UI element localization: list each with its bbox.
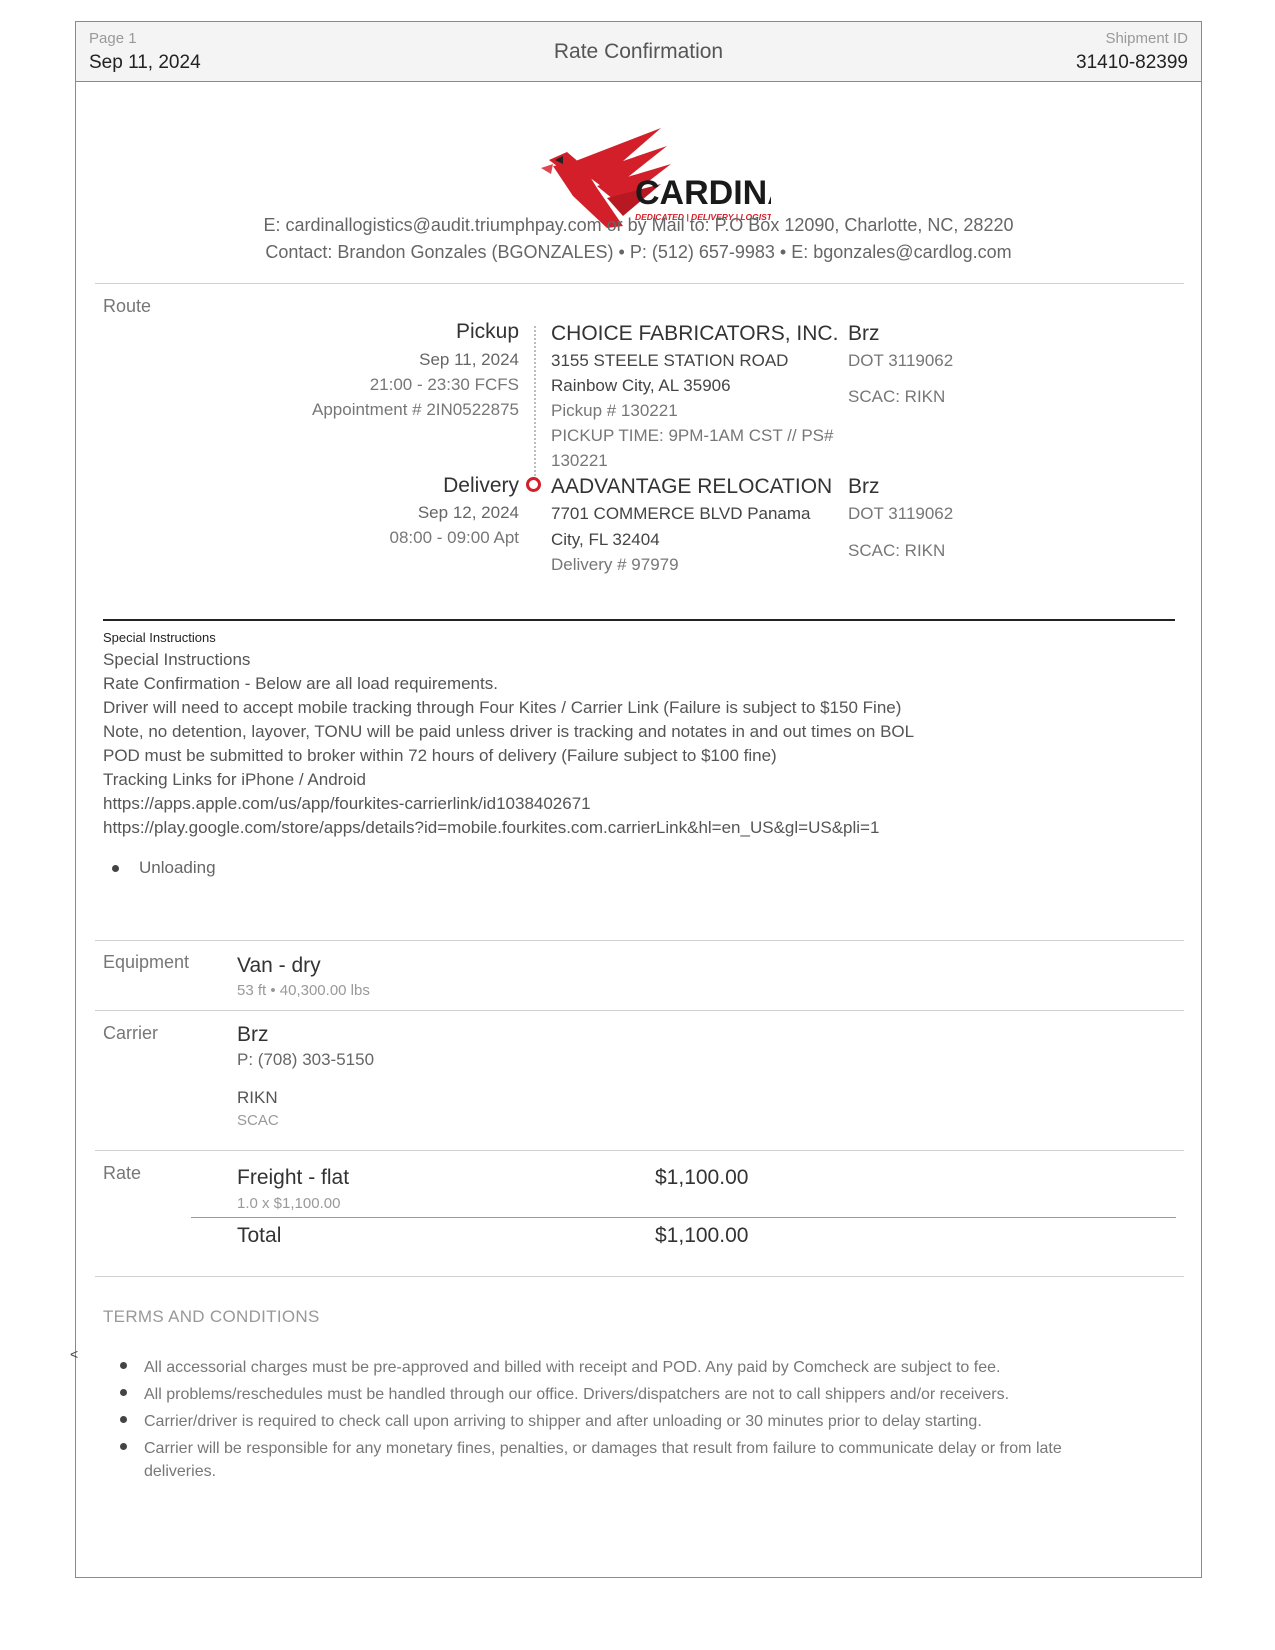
shipment-id-label: Shipment ID <box>1105 30 1188 47</box>
equipment-details: 53 ft • 40,300.00 lbs <box>237 982 370 999</box>
unloading-item: Unloading <box>139 858 216 877</box>
special-line: POD must be submitted to broker within 72 hours of delivery (Failure subject to $100 fine) <box>103 746 777 765</box>
term-item: Carrier will be responsible for any monetary fines, penalties, or damages that result from failure to communicate delay or from late <box>144 1440 1062 1457</box>
rate-subtotal-divider <box>191 1217 1176 1218</box>
equipment-label: Equipment <box>103 952 190 972</box>
delivery-carrier: Brz <box>848 475 880 498</box>
pickup-carrier: Brz <box>848 322 880 345</box>
delivery-dot: DOT 3119062 <box>848 504 954 523</box>
contact-line-person: Contact: Brandon Gonzales (BGONZALES) • P: (512) 657-9983 • E: bgonzales@cardlog.com <box>265 242 1012 262</box>
delivery-address2: City, FL 32404 <box>551 530 660 549</box>
pickup-note: PICKUP TIME: 9PM-1AM CST // PS# <box>551 426 834 445</box>
bullet-icon <box>120 1389 127 1396</box>
rate-item: Freight - flat <box>237 1166 350 1189</box>
bullet-icon <box>120 1416 127 1423</box>
stray-mark: < <box>70 1346 79 1362</box>
carrier-scac-label: SCAC <box>237 1112 279 1129</box>
shipment-id-value: 31410-82399 <box>1076 52 1188 73</box>
carrier-scac-value: RIKN <box>237 1088 278 1107</box>
apple-tracking-link[interactable]: https://apps.apple.com/us/app/fourkites-carrierlink/id1038402671 <box>103 794 591 813</box>
carrier-name: Brz <box>237 1023 269 1046</box>
pickup-time: 21:00 - 23:30 FCFS <box>369 375 519 394</box>
document-page <box>75 21 1202 1578</box>
terms-title: TERMS AND CONDITIONS <box>103 1307 320 1326</box>
rate-item-amount: $1,100.00 <box>655 1166 749 1189</box>
rate-label: Rate <box>103 1163 142 1183</box>
delivery-marker-icon <box>526 477 541 492</box>
route-label: Route <box>103 296 152 316</box>
bullet-icon <box>120 1443 127 1450</box>
term-item: All accessorial charges must be pre-approved and billed with receipt and POD. Any paid by Comcheck are subject to fee. <box>144 1359 1001 1376</box>
svg-text:DEDICATED | DELIVERY | LOGISTI: DEDICATED | DELIVERY | LOGIST <box>635 212 771 222</box>
delivery-title: Delivery <box>443 474 519 497</box>
divider <box>95 283 1184 284</box>
pickup-date: Sep 11, 2024 <box>419 350 519 369</box>
divider <box>95 1010 1184 1011</box>
pickup-scac: SCAC: RIKN <box>848 387 946 406</box>
page-label: Page 1 <box>89 30 137 47</box>
delivery-address1: 7701 COMMERCE BLVD Panama <box>551 504 811 523</box>
term-item-continued: deliveries. <box>144 1463 217 1480</box>
pickup-reference: Pickup # 130221 <box>551 401 678 420</box>
document-title: Rate Confirmation <box>553 40 724 63</box>
bullet-icon <box>120 1362 127 1369</box>
carrier-label: Carrier <box>103 1023 159 1043</box>
document-date: Sep 11, 2024 <box>89 52 201 73</box>
pickup-address1: 3155 STEELE STATION ROAD <box>551 351 789 370</box>
special-line: Special Instructions <box>103 650 251 669</box>
contact-line-email: E: cardinallogistics@audit.triumphpay.com or by Mail to: P.O Box 12090, Charlotte, NC, 28220 <box>263 215 1014 235</box>
delivery-date: Sep 12, 2024 <box>417 503 519 522</box>
pickup-title: Pickup <box>455 320 519 343</box>
delivery-reference: Delivery # 97979 <box>551 555 679 574</box>
pickup-appointment: Appointment # 2IN0522875 <box>312 400 519 419</box>
divider <box>95 940 1184 941</box>
pickup-address2: Rainbow City, AL 35906 <box>551 376 731 395</box>
rate-total-label: Total <box>237 1224 282 1247</box>
special-line: Rate Confirmation - Below are all load requirements. <box>103 674 498 693</box>
equipment-type: Van - dry <box>237 954 321 977</box>
special-line: Tracking Links for iPhone / Android <box>103 770 367 789</box>
pickup-company: CHOICE FABRICATORS, INC. <box>551 322 839 345</box>
term-item: All problems/reschedules must be handled through our office. Drivers/dispatchers are not to call shippers and/or receivers. <box>144 1386 1010 1403</box>
special-instructions-label: Special Instructions <box>103 630 216 645</box>
special-line: Driver will need to accept mobile tracking through Four Kites / Carrier Link (Failure is subject to $150 Fine) <box>103 698 902 717</box>
divider-dark <box>103 619 1175 621</box>
divider <box>95 1150 1184 1151</box>
route-connector <box>534 326 536 476</box>
pickup-note-cont: 130221 <box>551 451 608 470</box>
google-tracking-link[interactable]: https://play.google.com/store/apps/details?id=mobile.fourkites.com.carrierLink&hl=en_US&gl=US&pli=1 <box>103 818 880 837</box>
bullet-icon <box>112 865 119 872</box>
special-line: Note, no detention, layover, TONU will be paid unless driver is tracking and notates in and out times on BOL <box>103 722 915 741</box>
divider <box>95 1276 1184 1277</box>
carrier-phone: P: (708) 303-5150 <box>237 1050 375 1069</box>
pickup-dot: DOT 3119062 <box>848 351 954 370</box>
rate-item-detail: 1.0 x $1,100.00 <box>237 1195 341 1212</box>
delivery-company: AADVANTAGE RELOCATION <box>551 475 833 498</box>
document-header <box>76 22 1201 82</box>
svg-text:CARDINAL: CARDIN <box>635 174 768 212</box>
term-item: Carrier/driver is required to check call upon arriving to shipper and after unloading or 30 minutes prior to delay starting. <box>144 1413 982 1430</box>
delivery-scac: SCAC: RIKN <box>848 541 946 560</box>
rate-total-amount: $1,100.00 <box>655 1224 749 1247</box>
delivery-time: 08:00 - 09:00 Apt <box>389 528 519 547</box>
